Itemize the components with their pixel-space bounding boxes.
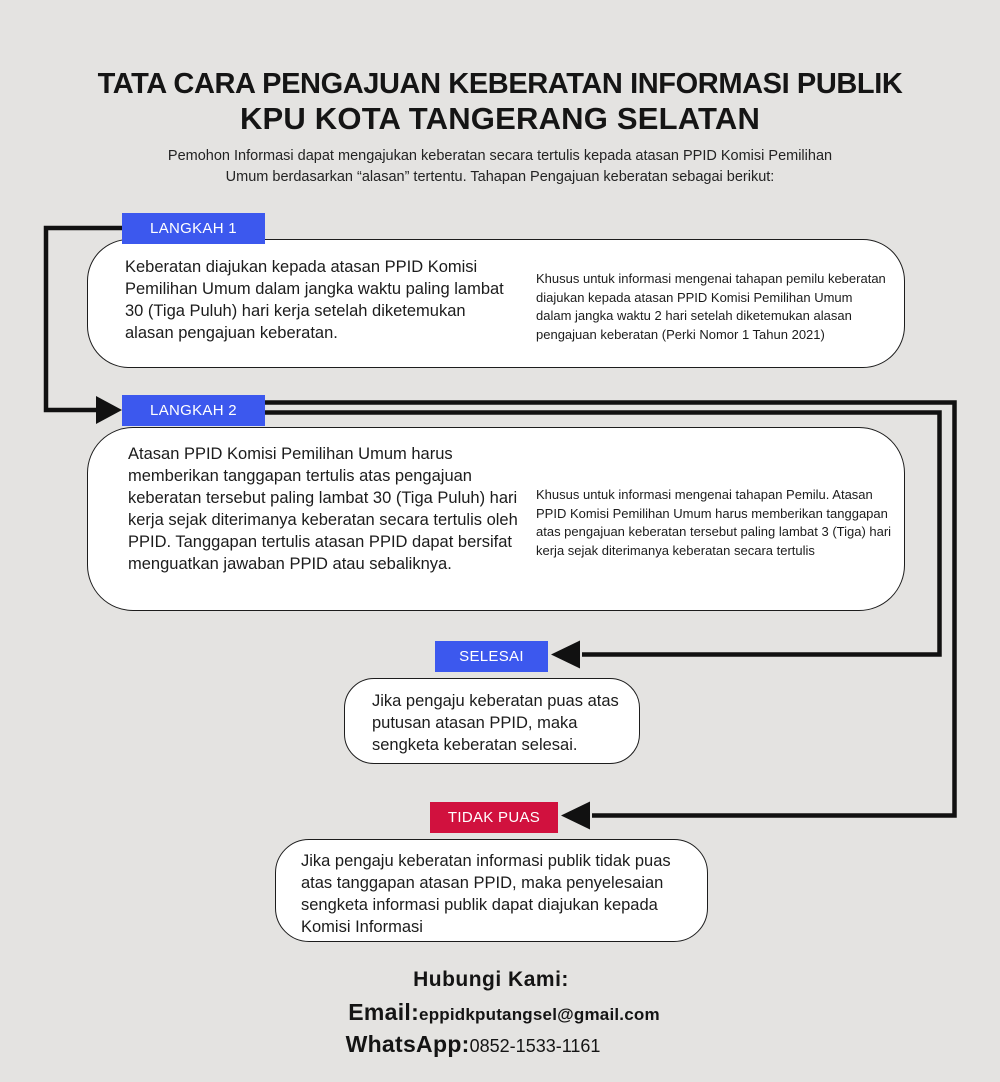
arrowhead-into-tidakpuas-icon xyxy=(561,802,590,830)
arrowhead-into-step2-icon xyxy=(96,396,122,424)
page-title-line2: KPU KOTA TANGERANG SELATAN xyxy=(239,101,761,136)
selesai-badge: SELESAI xyxy=(435,641,548,672)
step1-badge: LANGKAH 1 xyxy=(122,213,265,244)
page-title-line1: TATA CARA PENGAJUAN KEBERATAN INFORMASI PUBLIK xyxy=(97,68,903,100)
step2-main-text: Atasan PPID Komisi Pemilihan Umum harus memberikan tanggapan tertulis atas pengajuan keberatan tersebut paling lambat 30 (Tiga Puluh) hari kerja sejak diterimanya keberatan secara tertulis oleh PPID. Tanggapan tertulis atasan PPID dapat bersifat menguatkan jawaban PPID atau sebaliknya. xyxy=(128,445,518,573)
step2-badge: LANGKAH 2 xyxy=(122,395,265,426)
tidak-puas-text: Jika pengaju keberatan informasi publik tidak puas atas tanggapan atasan PPID, maka penyelesaian sengketa informasi publik dapat diajukan kepada Komisi Informasi xyxy=(301,852,671,936)
subtitle-line2: Umum berdasarkan “alasan” tertentu. Tahapan Pengajuan keberatan sebagai berikut: xyxy=(225,169,775,185)
arrowhead-into-selesai-icon xyxy=(551,641,580,669)
tidak-puas-badge: TIDAK PUAS xyxy=(430,802,558,833)
step1-main-text: Keberatan diajukan kepada atasan PPID Komisi Pemilihan Umum dalam jangka waktu paling lambat 30 (Tiga Puluh) hari kerja setelah diketemukan alasan pengajuan keberatan. xyxy=(125,258,504,342)
step1-note-text: Khusus untuk informasi mengenai tahapan pemilu keberatan diajukan kepada atasan PPID Komisi Pemilihan Umum dalam jangka waktu 2 hari setelah diketemukan alasan pengajuan keberatan (Perki Nomor 1 Tahun 2021) xyxy=(536,271,886,342)
email-label: Email: xyxy=(348,999,420,1025)
contact-heading-text: Hubungi Kami: xyxy=(413,968,569,991)
whatsapp-label: WhatsApp: xyxy=(345,1031,470,1057)
subtitle-line1: Pemohon Informasi dapat mengajukan keberatan secara tertulis kepada atasan PPID Komisi Pemilihan xyxy=(167,148,833,164)
selesai-text: Jika pengaju keberatan puas atas putusan atasan PPID, maka sengketa keberatan selesai. xyxy=(372,692,619,754)
email-value: eppidkputangsel@gmail.com xyxy=(419,1005,660,1024)
step2-note-text: Khusus untuk informasi mengenai tahapan Pemilu. Atasan PPID Komisi Pemilihan Umum harus memberikan tanggapan atas pengajuan keberatan tersebut paling lambat 3 (Tiga) hari kerja sejak diterimanya keberatan secara tertulis xyxy=(536,487,892,558)
whatsapp-value: 0852-1533-1161 xyxy=(469,1036,601,1056)
